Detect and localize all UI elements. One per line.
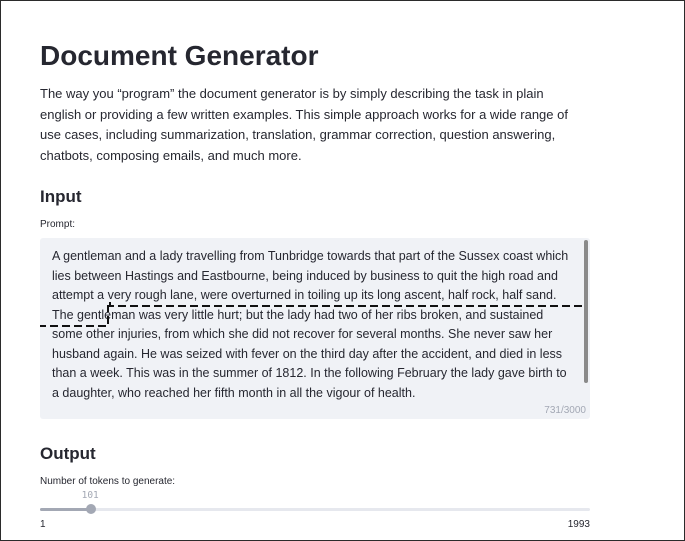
- prompt-text[interactable]: A gentleman and a lady travelling from Tunbridge towards that part of the Sussex coast which lies between Hastings and Eastbourne, being induced by business to quit the high road and attempt a very rough lane, were overturned in toiling up its long ascent, half rock, half sand. The gentleman was very little hurt; but the lady had two of her ribs broken, and sustained some other injuries, from which she did not recover for several months. She never saw her husband again. He was seized with fever on the third day after the accident, and died in less than a week. This was in the summer of 1812. In the following February the lady gave birth to a daughter, who reached her fifth month in all the vigour of health.: [52, 249, 569, 400]
- prompt-textarea[interactable]: [40, 238, 590, 419]
- slider-max-label: 1993: [567, 519, 590, 530]
- page-title: Document Generator: [40, 40, 319, 71]
- tokens-label: Number of tokens to generate:: [40, 476, 176, 487]
- output-section-heading: Output: [40, 444, 96, 463]
- intro-paragraph: The way you “program” the document generator is by simply describing the task in plain english or providing a few written examples. This simple approach works for a wide range of use cases, including summarization, translation, grammar correction, question answering, chatbots, composing emails, and much more.: [40, 86, 568, 163]
- slider-min-label: 1: [40, 519, 46, 530]
- prompt-label: Prompt:: [40, 219, 76, 230]
- tokens-slider[interactable]: [40, 490, 590, 530]
- textarea-scrollbar[interactable]: [584, 240, 588, 383]
- slider-track[interactable]: [40, 508, 590, 511]
- slider-thumb[interactable]: [86, 504, 96, 514]
- slider-current-value: 101: [81, 490, 99, 501]
- slider-fill: [40, 508, 91, 511]
- input-section-heading: Input: [40, 187, 82, 206]
- char-counter: 731/3000: [544, 405, 586, 416]
